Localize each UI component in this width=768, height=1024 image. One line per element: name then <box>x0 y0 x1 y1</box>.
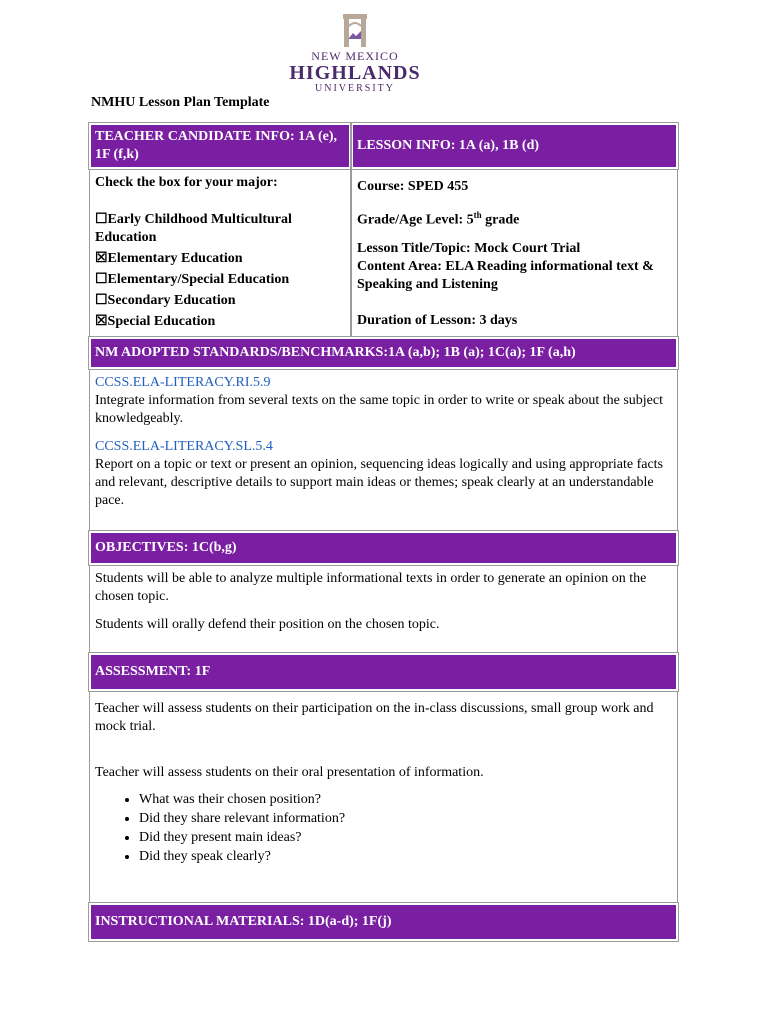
objective-text: Students will be able to analyze multiple informational texts in order to generate an opinion on the chosen topic. <box>95 571 647 604</box>
content-area-text: Content Area: ELA Reading informational text & Speaking and Listening <box>357 258 654 292</box>
document-title: NMHU Lesson Plan Template <box>91 95 270 110</box>
list-item: • Did they speak clearly? <box>139 847 672 866</box>
standard-text: Integrate information from several texts on the same topic in order to write or speak about the subject knowledgeably. <box>95 393 663 426</box>
major-option: ☐Early Childhood Multicultural Education <box>95 212 292 245</box>
grade-suffix: grade <box>481 212 520 228</box>
objectives-header: OBJECTIVES: 1C(b,g) <box>89 531 678 565</box>
standards-cell <box>89 369 678 531</box>
objective-text: Students will orally defend their position on the chosen topic. <box>95 617 440 632</box>
logo-line-1: NEW MEXICO <box>311 49 399 63</box>
teacher-info-header: TEACHER CANDIDATE INFO: 1A (e), 1F (f,k) <box>89 123 351 169</box>
grade-ordinal: th <box>473 210 482 220</box>
list-item: • Did they share relevant information? <box>139 809 672 828</box>
standard-link-ri-5-9[interactable]: CCSS.ELA-LITERACY.RI.5.9 <box>95 375 271 390</box>
lesson-info-header: LESSON INFO: 1A (a), 1B (d) <box>351 123 678 169</box>
logo-line-2: HIGHLANDS <box>289 62 421 84</box>
list-item: • What was their chosen position? <box>139 790 672 809</box>
objectives-cell <box>89 565 678 653</box>
lesson-title-text: Lesson Title/Topic: Mock Court Trial <box>357 240 581 256</box>
arch-emblem-icon <box>341 12 369 48</box>
standards-header: NM ADOPTED STANDARDS/BENCHMARKS:1A (a,b); 1B (a); 1C(a); 1F (a,h) <box>89 337 678 369</box>
course-text: Course: SPED 455 <box>357 179 469 194</box>
check-major-label: Check the box for your major: <box>95 175 278 190</box>
list-item: • Did they present main ideas? <box>139 828 672 847</box>
logo-line-3: UNIVERSITY <box>315 83 395 94</box>
major-option: ☐Elementary/Special Education <box>95 272 290 287</box>
major-option: ☒Elementary Education <box>95 251 243 266</box>
assessment-paragraph: Teacher will assess students on their participation on the in-class discussions, small group work and mock trial. <box>95 701 654 734</box>
duration-text: Duration of Lesson: 3 days <box>357 312 518 328</box>
assessment-header: ASSESSMENT: 1F <box>89 653 678 691</box>
assessment-bullet-list <box>95 790 672 866</box>
materials-header: INSTRUCTIONAL MATERIALS: 1D(a-d); 1F(j) <box>89 903 678 941</box>
lesson-plan-table <box>89 123 678 941</box>
major-option: ☒Special Education <box>95 314 216 329</box>
lesson-details-cell <box>351 169 678 337</box>
grade-prefix: Grade/Age Level: 5 <box>357 212 474 228</box>
major-option: ☐Secondary Education <box>95 293 236 308</box>
university-logo <box>280 12 430 96</box>
standard-link-sl-5-4[interactable]: CCSS.ELA-LITERACY.SL.5.4 <box>95 439 273 454</box>
grade-level-text <box>357 206 672 230</box>
assessment-paragraph: Teacher will assess students on their oral presentation of information. <box>95 765 484 780</box>
major-selection-cell <box>89 169 351 337</box>
standard-text: Report on a topic or text or present an opinion, sequencing ideas logically and using appropriate facts and relevant, descriptive details to support main ideas or themes; speak clearly at an understandable pace. <box>95 457 664 508</box>
assessment-cell <box>89 691 678 903</box>
